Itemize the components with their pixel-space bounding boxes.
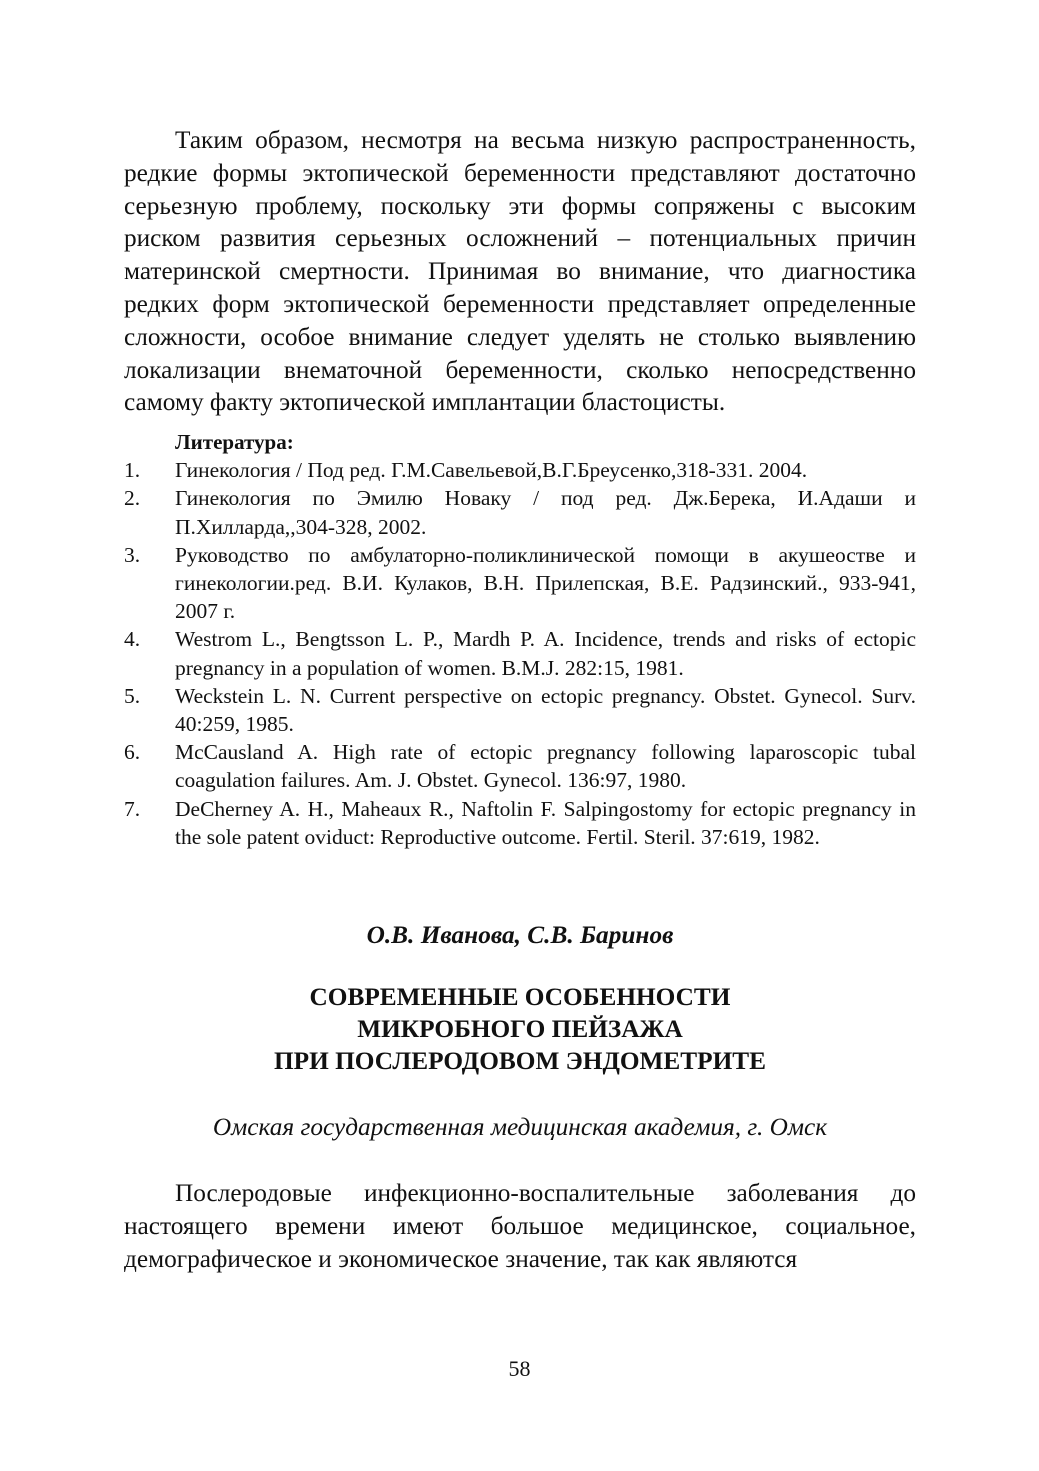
reference-text: Weckstein L. N. Current perspective on ectopic pregnancy. Obstet. Gynecol. Surv. 40:259, 1985. bbox=[175, 683, 916, 736]
article-title bbox=[124, 981, 916, 1077]
intro-paragraph: Таким образом, несмотря на весьма низкую распространенность, редкие формы эктопической беременности представляют достаточно серьезную проблему, поскольку эти формы сопряжены с высоким риском развития серьезных осложнений – потенциальных причин материнской смертности. Принимая во внимание, что диагностика редких форм эктопической беременности представляет определенные сложности, особое внимание следует уделять не столько выявлению локализации внематочной беременности, сколько непосредственно самому факту эктопической имплантации бластоцисты. bbox=[124, 126, 916, 417]
reference-text: Westrom L., Bengtsson L. P., Mardh P. A. Incidence, trends and risks of ectopic pregnancy in a population of women. B.M.J. 282:15, 1981. bbox=[175, 627, 916, 680]
reference-item bbox=[124, 625, 916, 681]
reference-number: 1. bbox=[124, 458, 141, 483]
literature-heading: Литература: bbox=[175, 430, 294, 455]
reference-text: Гинекология по Эмилю Новаку / под ред. Дж.Берека, И.Адаши и П.Хилларда,,304-328, 2002. bbox=[175, 486, 916, 539]
reference-item bbox=[124, 795, 916, 851]
page-content bbox=[124, 124, 916, 1275]
reference-number: 4. bbox=[124, 627, 141, 652]
article-authors: О.В. Иванова, С.В. Баринов bbox=[366, 921, 674, 950]
reference-text: McCausland A. High rate of ectopic pregnancy following laparoscopic tubal coagulation failures. Am. J. Obstet. Gynecol. 136:97, 1980. bbox=[175, 740, 916, 793]
reference-text: Гинекология / Под ред. Г.М.Савельевой,В.Г.Бреусенко,318-331. 2004. bbox=[175, 458, 808, 483]
reference-item bbox=[124, 738, 916, 794]
article-title-line: ПРИ ПОСЛЕРОДОВОМ ЭНДОМЕТРИТЕ bbox=[273, 1047, 767, 1076]
reference-text: Руководство по амбулаторно-поликлинической помощи в акушеостве и гинекологии.ред. В.И. Кулаков, В.Н. Прилепская, В.Е. Радзинский., 933-941, 2007 г. bbox=[175, 542, 916, 624]
article-affiliation: Омская государственная медицинская академия, г. Омск bbox=[212, 1113, 828, 1142]
reference-list bbox=[124, 456, 916, 851]
article-title-line: СОВРЕМЕННЫЕ ОСОБЕННОСТИ bbox=[309, 983, 731, 1012]
page-number: 58 bbox=[508, 1356, 531, 1381]
reference-number: 7. bbox=[124, 796, 141, 821]
article-first-paragraph: Послеродовые инфекционно-воспалительные заболевания до настоящего времени имеют большое медицинское, социальное, демографическое и экономическое значение, так как являются bbox=[124, 1179, 916, 1273]
reference-number: 5. bbox=[124, 683, 141, 708]
reference-item bbox=[124, 456, 916, 484]
reference-number: 6. bbox=[124, 740, 141, 765]
reference-item bbox=[124, 541, 916, 626]
reference-number: 2. bbox=[124, 486, 141, 511]
reference-text: DeCherney A. H., Maheaux R., Naftolin F. Salpingostomy for ectopic pregnancy in the sole patent oviduct: Reproductive outcome. Fertil. Steril. 37:619, 1982. bbox=[175, 796, 916, 849]
article-title-line: МИКРОБНОГО ПЕЙЗАЖА bbox=[357, 1015, 683, 1044]
reference-item bbox=[124, 682, 916, 738]
reference-number: 3. bbox=[124, 542, 141, 567]
reference-item bbox=[124, 484, 916, 540]
